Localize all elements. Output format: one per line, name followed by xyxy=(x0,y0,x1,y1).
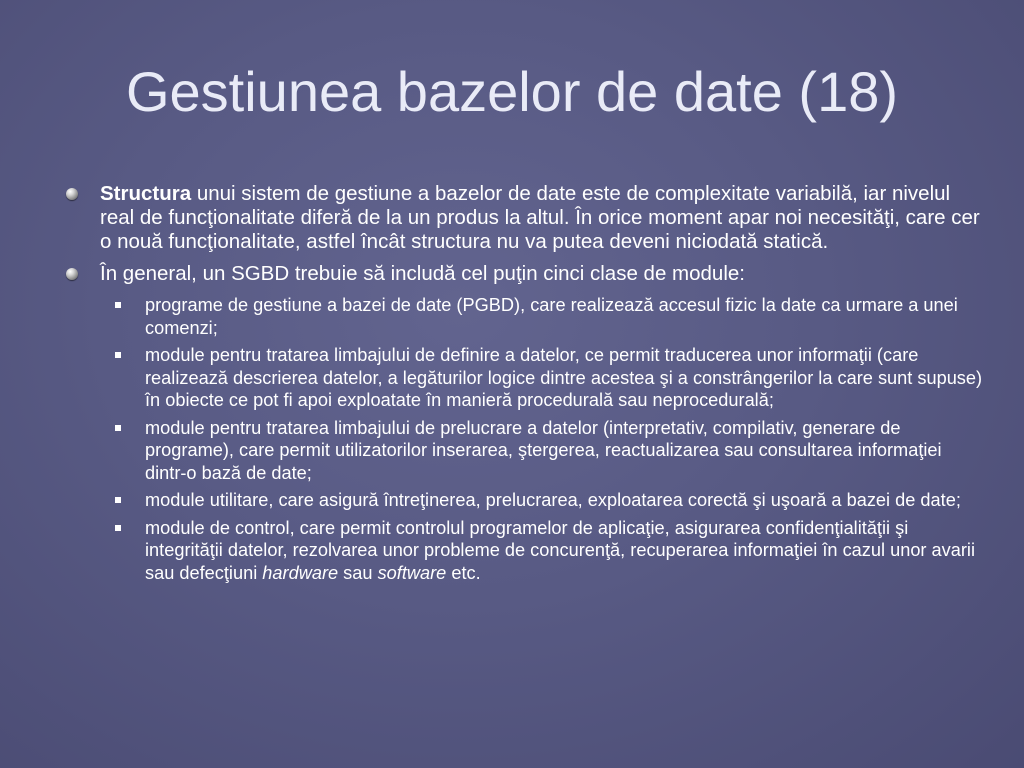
subbullet-text: module pentru tratarea limbajului de definire a datelor, ce permit traducerea unor informaţii (care realizează descrierea datelor, a legăturilor logice dintre acestea şi a constrângerilor la care sunt supuse) în obiecte ce pot fi apoi exploatate în manieră procedurală sau neprocedurală; xyxy=(145,345,983,410)
bullet-module-classes xyxy=(64,262,984,286)
subbullet-pgbd xyxy=(64,294,984,339)
sphere-bullet-icon xyxy=(66,188,78,200)
bullet-structura xyxy=(64,182,984,254)
bold-term-structura: Structura xyxy=(100,182,192,205)
subbullet-text-middle: sau xyxy=(338,562,378,583)
square-bullet-icon xyxy=(115,425,121,431)
sphere-bullet-icon xyxy=(66,268,78,280)
italic-hardware: hardware xyxy=(262,562,339,583)
square-bullet-icon xyxy=(115,302,121,308)
subbullet-utilities xyxy=(64,489,984,512)
subbullet-text: module pentru tratarea limbajului de prelucrare a datelor (interpretativ, compilativ, generare de programe), care permit utilizatorilor inserarea, ştergerea, reactualizarea sau consultarea informaţiei dintr-o bază de date; xyxy=(145,417,942,483)
square-bullet-icon xyxy=(115,497,121,503)
subbullet-ddl xyxy=(64,344,984,412)
square-bullet-icon xyxy=(115,352,121,358)
square-bullet-icon xyxy=(115,525,121,531)
subbullet-text-after: etc. xyxy=(446,562,481,583)
bullet-text: unui sistem de gestiune a bazelor de date este de complexitate variabilă, iar nivelul real de funcţionalitate diferă de la un produs la altul. În orice moment apar noi necesităţi, care cer o nouă funcţionalitate, astfel încât structura nu va putea deveni niciodată statică. xyxy=(100,182,980,253)
italic-software: software xyxy=(377,562,447,583)
slide-title: Gestiunea bazelor de date (18) xyxy=(125,60,899,123)
subbullet-text-before: module de control, care permit controlul programelor de aplicaţie, asigurarea confidenţialităţii şi integrităţii datelor, rezolvarea unor probleme de concurenţă, recuperarea informaţiei în cazul unor avarii sau defecţiuni xyxy=(145,517,975,583)
bullet-text: În general, un SGBD trebuie să includă cel puţin cinci clase de module: xyxy=(100,262,745,285)
subbullet-control xyxy=(64,517,984,585)
slide-content xyxy=(64,182,984,589)
subbullet-text: module utilitare, care asigură întreţinerea, prelucrarea, exploatarea corectă şi uşoară a bazei de date; xyxy=(145,490,961,510)
subbullet-dml xyxy=(64,417,984,485)
subbullet-text: programe de gestiune a bazei de date (PGBD), care realizează accesul fizic la date ca urmare a unei comenzi; xyxy=(145,295,958,338)
